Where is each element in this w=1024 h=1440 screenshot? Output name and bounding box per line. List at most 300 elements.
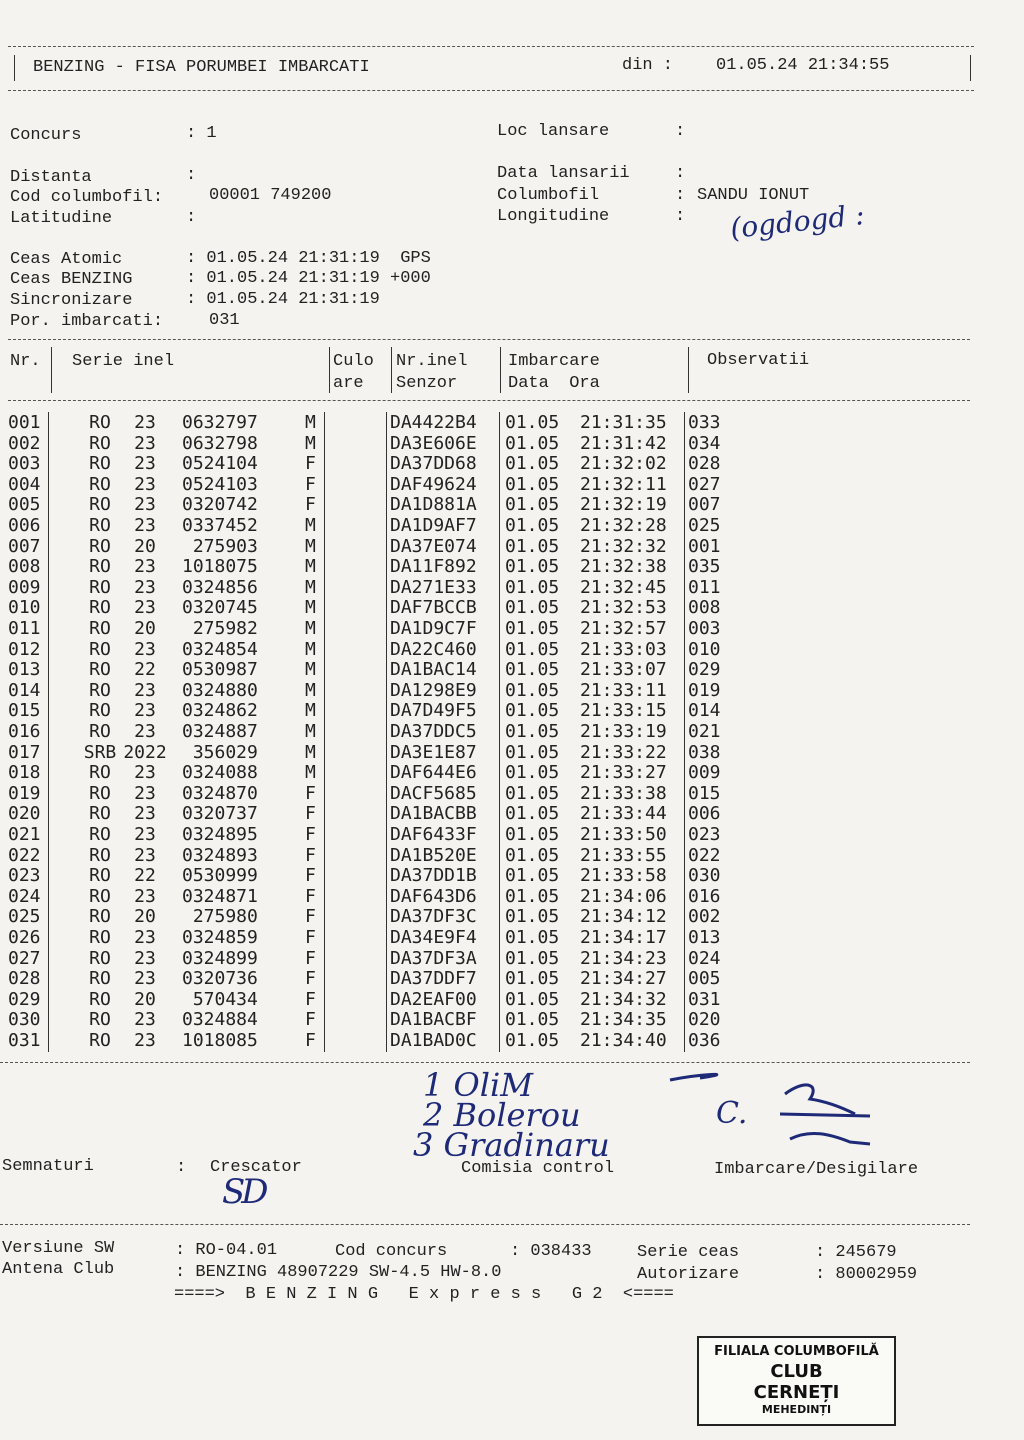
cell-ora: 21:31:35	[580, 412, 667, 433]
cell-obs: 009	[688, 762, 721, 784]
cell-sex: F	[305, 947, 316, 969]
cell-data: 01.05	[505, 885, 560, 907]
cell-senzor: DA271E33	[390, 576, 477, 598]
cell-senzor: DA7D49F5	[390, 700, 477, 722]
table-bottom-border	[0, 1062, 970, 1063]
header-right-border	[970, 55, 971, 81]
cell-senzor: DA1D881A	[390, 494, 477, 516]
cell-obs: 030	[688, 865, 721, 887]
cell-nr: 002	[8, 432, 41, 454]
cell-serie: 0530987	[182, 659, 258, 681]
cell-serie: 0324870	[182, 782, 258, 804]
cell-nr: 011	[8, 618, 41, 639]
cell-obs: 008	[688, 597, 721, 619]
cell-senzor: DA1BAD0C	[390, 1030, 477, 1051]
cell-data: 01.05	[505, 453, 560, 475]
cell-data: 01.05	[505, 927, 560, 948]
cell-serie: 275903	[182, 535, 258, 557]
table-row	[0, 680, 1024, 701]
columbofil-label: Columbofil	[497, 186, 600, 205]
cell-ora: 21:33:50	[580, 824, 667, 845]
cell-serie: 0320736	[182, 968, 258, 990]
cell-an: 2022	[123, 741, 167, 763]
cell-ora: 21:33:44	[580, 803, 667, 825]
cell-an: 23	[134, 844, 156, 866]
cell-data: 01.05	[505, 700, 560, 722]
cell-ora: 21:32:11	[580, 473, 667, 495]
cell-ora: 21:32:02	[580, 453, 667, 475]
cell-obs: 013	[688, 927, 721, 948]
cod-concurs-label: Cod concurs	[335, 1242, 448, 1261]
footer-top-border	[0, 1224, 970, 1225]
semnaturi-label: Semnaturi	[2, 1157, 94, 1176]
cell-nr: 004	[8, 473, 41, 495]
cell-sex: F	[305, 1009, 316, 1031]
cell-ora: 21:34:12	[580, 906, 667, 928]
table-row	[0, 412, 1024, 433]
table-row	[0, 927, 1024, 948]
cell-an: 23	[134, 638, 156, 660]
cell-senzor: DAF6433F	[390, 824, 477, 845]
cell-serie: 0320745	[182, 597, 258, 619]
cell-sex: F	[305, 968, 316, 990]
handwritten-initial-c: C.	[716, 1096, 748, 1131]
cell-an: 23	[134, 453, 156, 475]
cell-senzor: DAF643D6	[390, 885, 477, 907]
cell-an: 23	[134, 412, 156, 433]
cell-data: 01.05	[505, 741, 560, 763]
cell-sex: M	[305, 432, 316, 454]
cell-sex: F	[305, 906, 316, 928]
cell-nr: 013	[8, 659, 41, 681]
cell-senzor: DA1D9C7F	[390, 618, 477, 639]
longitudine-label: Longitudine	[497, 207, 610, 226]
cell-nr: 001	[8, 412, 41, 433]
cell-serie: 0324854	[182, 638, 258, 660]
table-row	[0, 742, 1024, 763]
cell-data: 01.05	[505, 968, 560, 990]
cell-data: 01.05	[505, 906, 560, 928]
cell-obs: 003	[688, 618, 721, 639]
cell-tara: RO	[89, 473, 111, 495]
document-title: BENZING - FISA PORUMBEI IMBARCATI	[33, 58, 370, 77]
serie-ceas-value: : 245679	[815, 1243, 897, 1262]
cell-nr: 016	[8, 721, 41, 742]
cell-tara: RO	[89, 618, 111, 639]
cell-obs: 002	[688, 906, 721, 928]
cell-ora: 21:34:23	[580, 947, 667, 969]
cell-an: 23	[134, 927, 156, 948]
cell-tara: RO	[89, 824, 111, 845]
cell-tara: RO	[89, 453, 111, 475]
cell-ora: 21:33:55	[580, 844, 667, 866]
data-lansarii-label: Data lansarii	[497, 164, 630, 183]
cell-an: 23	[134, 700, 156, 722]
stamp-line-4: MEHEDINȚI	[761, 1403, 832, 1416]
cell-data: 01.05	[505, 535, 560, 557]
cell-nr: 008	[8, 556, 41, 578]
cell-nr: 003	[8, 453, 41, 475]
cell-ora: 21:32:38	[580, 556, 667, 578]
cell-ora: 21:31:42	[580, 432, 667, 454]
header-sep-4	[500, 347, 501, 393]
latitudine-value: :	[186, 208, 197, 227]
por-imbarcati-value: 031	[209, 311, 240, 330]
cell-sex: M	[305, 412, 316, 433]
header-imbarcare-1: Imbarcare	[508, 352, 600, 371]
cell-senzor: DA1D9AF7	[390, 515, 477, 536]
cell-obs: 038	[688, 741, 721, 763]
table-row	[0, 556, 1024, 577]
por-imbarcati-label: Por. imbarcati:	[10, 312, 164, 331]
cell-sex: M	[305, 535, 316, 557]
table-row	[0, 618, 1024, 639]
cell-data: 01.05	[505, 515, 560, 536]
cell-serie: 275982	[182, 618, 258, 639]
cell-an: 23	[134, 679, 156, 701]
cell-an: 23	[134, 494, 156, 516]
cell-tara: RO	[89, 782, 111, 804]
header-serie-inel: Serie inel	[72, 352, 175, 371]
cell-serie: 0324887	[182, 721, 258, 742]
cell-data: 01.05	[505, 576, 560, 598]
cell-obs: 015	[688, 782, 721, 804]
cell-nr: 027	[8, 947, 41, 969]
cell-data: 01.05	[505, 494, 560, 516]
cell-tara: RO	[89, 762, 111, 784]
table-row	[0, 865, 1024, 886]
cell-senzor: DA22C460	[390, 638, 477, 660]
cell-ora: 21:34:17	[580, 927, 667, 948]
cell-serie: 0337452	[182, 515, 258, 536]
cell-an: 23	[134, 947, 156, 969]
cell-nr: 009	[8, 576, 41, 598]
crescator-label: Crescator	[210, 1158, 302, 1177]
cell-obs: 034	[688, 432, 721, 454]
cell-nr: 029	[8, 988, 41, 1010]
cell-obs: 033	[688, 412, 721, 433]
table-row	[0, 1009, 1024, 1030]
header-observatii: Observatii	[707, 351, 810, 370]
cell-data: 01.05	[505, 988, 560, 1010]
cell-data: 01.05	[505, 618, 560, 639]
cell-sex: F	[305, 865, 316, 887]
cell-sex: M	[305, 700, 316, 722]
cell-tara: RO	[89, 947, 111, 969]
handwritten-line-3: 3 Gradinaru	[413, 1126, 610, 1164]
cell-tara: RO	[89, 803, 111, 825]
cell-senzor: DA1BACBF	[390, 1009, 477, 1031]
cell-senzor: DA3E606E	[390, 432, 477, 454]
cell-tara: RO	[89, 638, 111, 660]
cell-obs: 035	[688, 556, 721, 578]
cell-tara: RO	[89, 494, 111, 516]
cell-serie: 1018085	[182, 1030, 258, 1051]
autorizare-label: Autorizare	[637, 1265, 740, 1284]
cell-sex: F	[305, 453, 316, 475]
columbofil-colon: :	[675, 186, 686, 205]
cell-tara: RO	[89, 679, 111, 701]
cell-tara: RO	[89, 1030, 111, 1051]
cell-serie: 0524103	[182, 473, 258, 495]
data-lansarii-value: :	[675, 164, 686, 183]
cell-senzor: DA37DD68	[390, 453, 477, 475]
cell-ora: 21:32:53	[580, 597, 667, 619]
imbarcare-desigilare-label: Imbarcare/Desigilare	[714, 1160, 919, 1179]
cell-ora: 21:32:57	[580, 618, 667, 639]
cell-ora: 21:34:32	[580, 988, 667, 1010]
cell-ora: 21:34:27	[580, 968, 667, 990]
cell-tara: RO	[89, 1009, 111, 1031]
cell-nr: 018	[8, 762, 41, 784]
table-row	[0, 1030, 1024, 1051]
cell-serie: 0324856	[182, 576, 258, 598]
ceas-benzing-label: Ceas BENZING	[10, 270, 133, 289]
table-row	[0, 659, 1024, 680]
cell-an: 23	[134, 824, 156, 845]
latitudine-label: Latitudine	[10, 209, 113, 228]
cell-data: 01.05	[505, 824, 560, 845]
cell-senzor: DA37E074	[390, 535, 477, 557]
cell-data: 01.05	[505, 659, 560, 681]
cell-tara: RO	[89, 885, 111, 907]
cell-serie: 0324884	[182, 1009, 258, 1031]
header-bottom-border	[8, 90, 974, 91]
cell-obs: 027	[688, 473, 721, 495]
cell-ora: 21:32:19	[580, 494, 667, 516]
cell-an: 20	[134, 618, 156, 639]
cell-an: 20	[134, 535, 156, 557]
cell-nr: 025	[8, 906, 41, 928]
cell-tara: SRB	[83, 741, 117, 763]
cell-nr: 020	[8, 803, 41, 825]
handwritten-line-2: 2 Bolerou	[423, 1096, 581, 1134]
table-row	[0, 845, 1024, 866]
cell-data: 01.05	[505, 412, 560, 433]
cell-an: 20	[134, 988, 156, 1010]
cell-an: 23	[134, 782, 156, 804]
header-nr: Nr.	[10, 352, 41, 371]
distanta-value: :	[186, 166, 197, 185]
cell-sex: F	[305, 885, 316, 907]
cell-sex: F	[305, 494, 316, 516]
cell-an: 23	[134, 721, 156, 742]
handwritten-scribbles	[630, 1064, 890, 1154]
cell-sex: F	[305, 844, 316, 866]
table-row	[0, 494, 1024, 515]
cell-nr: 030	[8, 1009, 41, 1031]
cell-serie: 0320742	[182, 494, 258, 516]
table-row	[0, 453, 1024, 474]
cell-data: 01.05	[505, 947, 560, 969]
cell-obs: 007	[688, 494, 721, 516]
table-row	[0, 597, 1024, 618]
cell-serie: 0632797	[182, 412, 258, 433]
cell-data: 01.05	[505, 638, 560, 660]
stamp-line-1: FILIALA COLUMBOFILĂ	[714, 1344, 879, 1359]
cell-nr: 023	[8, 865, 41, 887]
antena-club-label: Antena Club	[2, 1260, 115, 1279]
table-row	[0, 639, 1024, 660]
cell-data: 01.05	[505, 844, 560, 866]
cell-data: 01.05	[505, 865, 560, 887]
longitudine-value: :	[675, 207, 686, 226]
header-sep-2	[329, 347, 330, 393]
cell-an: 22	[134, 659, 156, 681]
cell-obs: 022	[688, 844, 721, 866]
table-row	[0, 474, 1024, 495]
concurs-label: Concurs	[10, 126, 82, 145]
cell-nr: 010	[8, 597, 41, 619]
cell-ora: 21:33:11	[580, 679, 667, 701]
cell-tara: RO	[89, 576, 111, 598]
cell-sex: F	[305, 1030, 316, 1051]
cell-serie: 356029	[182, 741, 258, 763]
cod-concurs-value: : 038433	[510, 1242, 592, 1261]
cell-ora: 21:32:28	[580, 515, 667, 536]
cell-obs: 021	[688, 721, 721, 742]
comisia-control-label: Comisia control	[461, 1159, 615, 1178]
table-row	[0, 989, 1024, 1010]
cell-sex: M	[305, 638, 316, 660]
header-culoare-1: Culo	[333, 352, 374, 371]
cell-senzor: DA37DD1B	[390, 865, 477, 887]
ceas-atomic-value: : 01.05.24 21:31:19 GPS	[186, 249, 431, 268]
header-nr-inel-2: Senzor	[396, 374, 458, 393]
cell-senzor: DA1BAC14	[390, 659, 477, 681]
cell-serie: 0324880	[182, 679, 258, 701]
table-row	[0, 906, 1024, 927]
header-left-border	[14, 55, 15, 81]
cell-senzor: DA1BACBB	[390, 803, 477, 825]
cell-an: 23	[134, 473, 156, 495]
cell-obs: 014	[688, 700, 721, 722]
cell-sex: M	[305, 721, 316, 742]
cell-tara: RO	[89, 927, 111, 948]
cell-serie: 0324859	[182, 927, 258, 948]
cell-ora: 21:33:15	[580, 700, 667, 722]
cell-serie: 0324893	[182, 844, 258, 866]
cell-an: 23	[134, 803, 156, 825]
cell-ora: 21:33:19	[580, 721, 667, 742]
cell-ora: 21:34:06	[580, 885, 667, 907]
cell-serie: 0632798	[182, 432, 258, 454]
versiune-sw-value: : RO-04.01	[175, 1241, 278, 1260]
cell-an: 23	[134, 968, 156, 990]
cell-serie: 0324895	[182, 824, 258, 845]
cell-an: 23	[134, 597, 156, 619]
cell-obs: 011	[688, 576, 721, 598]
table-row	[0, 577, 1024, 598]
cell-senzor: DA37DF3C	[390, 906, 477, 928]
cell-sex: M	[305, 618, 316, 639]
header-culoare-2: are	[333, 374, 364, 393]
columbofil-name: SANDU IONUT	[697, 186, 810, 205]
table-row	[0, 803, 1024, 824]
stamp-line-3: CERNEȚI	[753, 1382, 840, 1403]
cell-nr: 014	[8, 679, 41, 701]
table-row	[0, 824, 1024, 845]
loc-lansare-value: :	[675, 122, 686, 141]
cell-sex: M	[305, 762, 316, 784]
cell-an: 23	[134, 1030, 156, 1051]
cell-ora: 21:33:27	[580, 762, 667, 784]
cell-sex: F	[305, 473, 316, 495]
cell-an: 23	[134, 556, 156, 578]
cell-data: 01.05	[505, 679, 560, 701]
cell-obs: 024	[688, 947, 721, 969]
cell-serie: 0530999	[182, 865, 258, 887]
cell-an: 23	[134, 762, 156, 784]
cell-senzor: DAF49624	[390, 473, 477, 495]
cell-data: 01.05	[505, 473, 560, 495]
cell-senzor: DACF5685	[390, 782, 477, 804]
cell-sex: M	[305, 556, 316, 578]
cell-nr: 006	[8, 515, 41, 536]
cell-nr: 024	[8, 885, 41, 907]
autorizare-value: : 80002959	[815, 1265, 918, 1284]
cell-sex: F	[305, 824, 316, 845]
cell-nr: 019	[8, 782, 41, 804]
cell-senzor: DA37DDF7	[390, 968, 477, 990]
cell-serie: 0524104	[182, 453, 258, 475]
cell-data: 01.05	[505, 432, 560, 454]
cell-data: 01.05	[505, 1009, 560, 1031]
cell-serie: 0324088	[182, 762, 258, 784]
cell-tara: RO	[89, 844, 111, 866]
cell-tara: RO	[89, 988, 111, 1010]
print-date-label: din :	[622, 56, 674, 75]
sincronizare-value: : 01.05.24 21:31:19	[186, 290, 380, 309]
cell-ora: 21:34:40	[580, 1030, 667, 1051]
cell-an: 23	[134, 515, 156, 536]
cell-serie: 0324862	[182, 700, 258, 722]
cell-nr: 015	[8, 700, 41, 722]
cell-senzor: DA11F892	[390, 556, 477, 578]
cell-data: 01.05	[505, 556, 560, 578]
cell-nr: 012	[8, 638, 41, 660]
cell-data: 01.05	[505, 803, 560, 825]
cell-obs: 001	[688, 535, 721, 557]
cell-obs: 023	[688, 824, 721, 845]
cell-senzor: DAF7BCCB	[390, 597, 477, 619]
cell-senzor: DA4422B4	[390, 412, 477, 433]
semnaturi-colon: :	[176, 1158, 187, 1177]
cell-ora: 21:33:58	[580, 865, 667, 887]
cell-obs: 028	[688, 453, 721, 475]
concurs-value: : 1	[186, 124, 217, 143]
cell-ora: 21:32:45	[580, 576, 667, 598]
cell-sex: F	[305, 782, 316, 804]
club-stamp	[697, 1336, 896, 1426]
cell-tara: RO	[89, 968, 111, 990]
header-nr-inel-1: Nr.inel	[396, 352, 468, 371]
cell-serie: 0320737	[182, 803, 258, 825]
cell-senzor: DAF644E6	[390, 762, 477, 784]
table-row	[0, 762, 1024, 783]
cod-columbofil-label: Cod columbofil:	[10, 188, 164, 207]
cell-senzor: DA37DF3A	[390, 947, 477, 969]
cell-data: 01.05	[505, 597, 560, 619]
cell-nr: 005	[8, 494, 41, 516]
cell-obs: 016	[688, 885, 721, 907]
cell-obs: 019	[688, 679, 721, 701]
cell-tara: RO	[89, 721, 111, 742]
ceas-benzing-value: : 01.05.24 21:31:19 +000	[186, 269, 431, 288]
versiune-sw-label: Versiune SW	[2, 1239, 115, 1258]
cell-tara: RO	[89, 556, 111, 578]
cell-tara: RO	[89, 700, 111, 722]
